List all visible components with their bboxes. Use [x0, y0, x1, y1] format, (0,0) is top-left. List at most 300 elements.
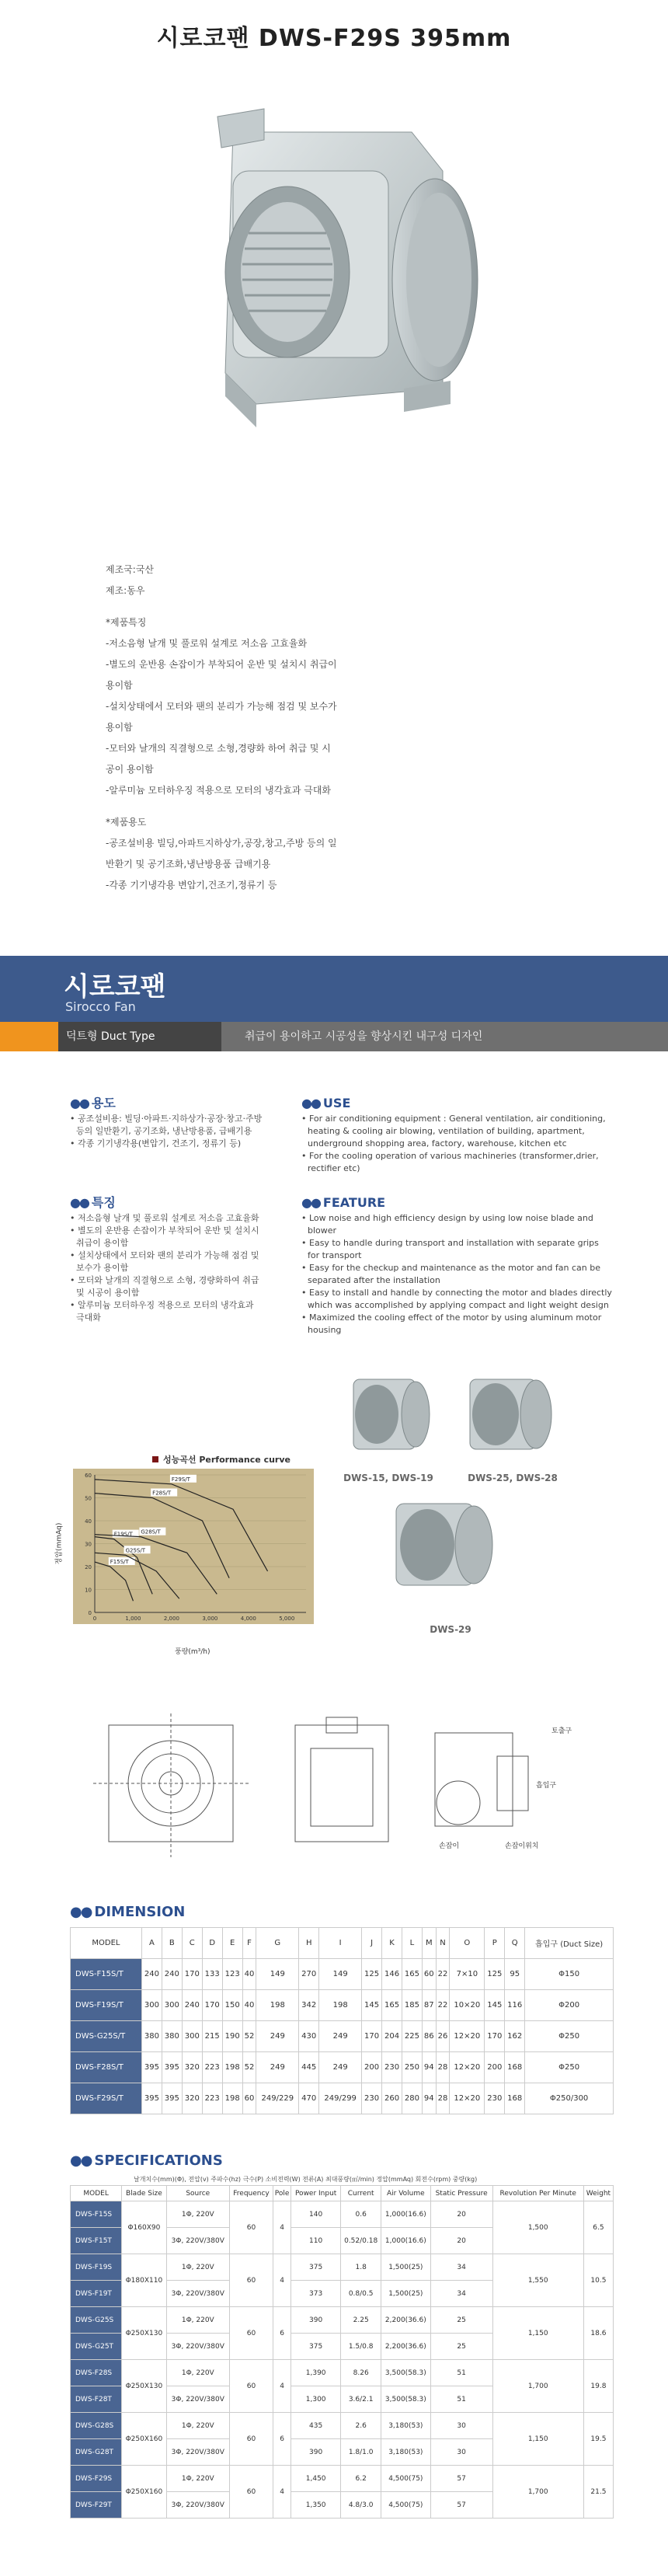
dim-cell: 22 — [436, 1959, 450, 1990]
dim-cell: 170 — [202, 1990, 222, 2021]
y-tick-label: 0 — [88, 1610, 92, 1616]
spec-model-cell: DWS-F19S — [71, 2254, 122, 2281]
dim-cell: 230 — [382, 2052, 402, 2083]
feature-en-heading: FEATURE — [322, 1195, 386, 1210]
banner-title-eng: Sirocco Fan — [65, 999, 136, 1014]
spec-source-cell: 3Φ, 220V/380V — [166, 2228, 230, 2254]
dim-cell: 249 — [319, 2021, 362, 2052]
dim-cell: 150 — [222, 1990, 242, 2021]
dim-cell: 320 — [182, 2083, 202, 2114]
spec-current-cell: 2.25 — [341, 2307, 381, 2334]
spec-air-cell: 2,200(36.6) — [381, 2334, 430, 2360]
spec-freq-cell: 60 — [230, 2201, 273, 2254]
spec-freq-cell: 60 — [230, 2254, 273, 2307]
spec-pole-cell: 4 — [273, 2254, 291, 2307]
dim-cell: 7×10 — [450, 1959, 485, 1990]
dim-col-header: Q — [505, 1928, 525, 1959]
spec-source-cell: 1Φ, 220V — [166, 2201, 230, 2228]
bullet-icon: ●● — [301, 1096, 320, 1110]
spec-air-cell: 4,500(75) — [381, 2492, 430, 2518]
dim-col-header: 흡입구 (Duct Size) — [525, 1928, 614, 1959]
dim-cell: 300 — [162, 1990, 182, 2021]
spec-freq-cell: 60 — [230, 2307, 273, 2360]
spec-current-cell: 1.8 — [341, 2254, 381, 2281]
dim-cell: 300 — [141, 1990, 162, 2021]
spec-air-cell: 3,180(53) — [381, 2439, 430, 2466]
bullet-icon: ●● — [70, 1904, 92, 1920]
maker-text: 제조:동우 — [106, 585, 145, 596]
spec-freq-cell: 60 — [230, 2360, 273, 2413]
fan-model-image — [342, 1368, 435, 1461]
series-line — [95, 1562, 133, 1601]
spec-static-cell: 25 — [430, 2307, 492, 2334]
spec-rpm-cell: 1,550 — [492, 2254, 583, 2307]
dim-cell: 445 — [299, 2052, 319, 2083]
spec-col-header: Source — [166, 2186, 230, 2201]
spec-static-cell: 25 — [430, 2334, 492, 2360]
dim-cell: 60 — [242, 2083, 256, 2114]
spec-pole-cell: 6 — [273, 2307, 291, 2360]
dim-cell: 28 — [436, 2083, 450, 2114]
spec-source-cell: 1Φ, 220V — [166, 2413, 230, 2439]
dim-cell: 162 — [505, 2021, 525, 2052]
spec-model-cell: DWS-G25S — [71, 2307, 122, 2334]
model-label: DWS-25, DWS-28 — [468, 1473, 558, 1483]
dim-cell: 380 — [162, 2021, 182, 2052]
spec-rpm-cell: 1,500 — [492, 2201, 583, 2254]
dim-col-header: F — [242, 1928, 256, 1959]
table-row — [71, 2254, 614, 2281]
dim-cell: 168 — [505, 2083, 525, 2114]
type-label: 덕트형 Duct Type — [58, 1022, 221, 1051]
dim-col-header: K — [382, 1928, 402, 1959]
spec-rpm-cell: 1,700 — [492, 2360, 583, 2413]
dim-cell: Φ200 — [525, 1990, 614, 2021]
series-label: F28S/T — [152, 1490, 172, 1497]
spec-static-cell: 20 — [430, 2201, 492, 2228]
dim-col-header: I — [319, 1928, 362, 1959]
dim-cell: Φ250 — [525, 2052, 614, 2083]
dim-cell: 52 — [242, 2052, 256, 2083]
spec-heading — [70, 2152, 223, 2169]
dim-cell: 87 — [422, 1990, 436, 2021]
dim-cell: 145 — [362, 1990, 382, 2021]
spec-blade-cell: Φ250X160 — [122, 2466, 166, 2518]
y-tick-label: 40 — [85, 1518, 92, 1525]
dim-cell: 125 — [485, 1959, 505, 1990]
spec-air-cell: 3,180(53) — [381, 2413, 430, 2439]
x-tick-label: 3,000 — [202, 1616, 218, 1622]
spec-current-cell: 4.8/3.0 — [341, 2492, 381, 2518]
dim-cell: 280 — [402, 2083, 422, 2114]
spec-air-cell: 3,500(58.3) — [381, 2360, 430, 2386]
series-label: F15S/T — [110, 1559, 129, 1565]
feature-kr-item: • 알루미늄 모터하우징 적용으로 모터의 냉각효과 극대화 — [70, 1299, 264, 1324]
spec-power-cell: 373 — [291, 2281, 341, 2307]
sirocco-fan-image — [0, 62, 668, 497]
dim-cell: 230 — [362, 2083, 382, 2114]
dim-cell: 133 — [202, 1959, 222, 1990]
dim-col-header: L — [402, 1928, 422, 1959]
series-label: G28S/T — [141, 1529, 161, 1535]
feature-line: -모터와 날개의 직결형으로 소형,경량화 하여 취급 및 시 — [106, 743, 331, 754]
use-en-heading: USE — [322, 1096, 351, 1110]
spec-table — [70, 2185, 614, 2518]
dim-cell: 260 — [382, 2083, 402, 2114]
feature-line: 공이 용이함 — [106, 764, 154, 775]
spec-weight-cell: 10.5 — [583, 2254, 613, 2307]
product-hero — [0, 62, 668, 559]
spec-air-cell: 1,500(25) — [381, 2254, 430, 2281]
dim-model-cell: DWS-F29S/T — [71, 2083, 142, 2114]
dim-col-header: H — [299, 1928, 319, 1959]
dim-cell: 170 — [362, 2021, 382, 2052]
dim-cell: 22 — [436, 1990, 450, 2021]
use-kr-heading: 용도 — [91, 1096, 116, 1110]
spec-static-cell: 20 — [430, 2228, 492, 2254]
spec-model-cell: DWS-G28T — [71, 2439, 122, 2466]
dim-cell: 52 — [242, 2021, 256, 2052]
x-tick-label: 4,000 — [240, 1616, 256, 1622]
spec-source-cell: 3Φ, 220V/380V — [166, 2281, 230, 2307]
spec-model-cell: DWS-F29S — [71, 2466, 122, 2492]
spec-col-header: Frequency — [230, 2186, 273, 2201]
dim-col-header: N — [436, 1928, 450, 1959]
spec-current-cell: 0.6 — [341, 2201, 381, 2228]
table-row — [71, 2307, 614, 2334]
spec-static-cell: 34 — [430, 2281, 492, 2307]
dim-cell: Φ250 — [525, 2021, 614, 2052]
dim-cell: 395 — [141, 2083, 162, 2114]
dim-col-header: P — [485, 1928, 505, 1959]
dim-cell: 395 — [162, 2052, 182, 2083]
drawing-label: 흡입구 — [536, 1782, 557, 1790]
dimension-heading-text: DIMENSION — [94, 1904, 186, 1920]
feature-line: 용이함 — [106, 722, 133, 733]
spec-freq-cell: 60 — [230, 2466, 273, 2518]
spec-weight-cell: 18.6 — [583, 2307, 613, 2360]
drawing-label: 토출구 — [551, 1727, 572, 1735]
spec-blade-cell: Φ160X90 — [122, 2201, 166, 2254]
feature-kr-item: • 별도의 운반용 손잡이가 부착되어 운반 및 설치시 취급이 용이함 — [70, 1225, 264, 1250]
dim-cell: 94 — [422, 2083, 436, 2114]
spec-current-cell: 2.6 — [341, 2413, 381, 2439]
spec-power-cell: 1,350 — [291, 2492, 341, 2518]
dim-cell: 149 — [256, 1959, 299, 1990]
bullet-icon: ●● — [70, 1096, 89, 1110]
spec-air-cell: 1,000(16.6) — [381, 2201, 430, 2228]
dim-cell: 170 — [485, 2021, 505, 2052]
series-label: F29S/T — [171, 1476, 190, 1483]
spec-col-header: Revolution Per Minute — [492, 2186, 583, 2201]
spec-weight-cell: 6.5 — [583, 2201, 613, 2254]
dim-cell: 200 — [485, 2052, 505, 2083]
dim-col-header: C — [182, 1928, 202, 1959]
feature-line: -별도의 운반용 손잡이가 부착되어 운반 및 설치시 취급이 — [106, 659, 337, 670]
dim-cell: 123 — [222, 1959, 242, 1990]
type-tagline: 취급이 용이하고 시공성을 향상시킨 내구성 디자인 — [221, 1022, 668, 1051]
feature-en-section — [301, 1197, 612, 1337]
feature-kr-item: • 저소음형 날개 및 풀로워 설계로 저소음 고효율화 — [70, 1212, 264, 1225]
spec-current-cell: 1.8/1.0 — [341, 2439, 381, 2466]
uses-heading: *제품용도 — [106, 817, 147, 828]
spec-power-cell: 390 — [291, 2439, 341, 2466]
spec-rpm-cell: 1,150 — [492, 2413, 583, 2466]
page-title: 시로코팬 DWS-F29S 395mm — [156, 25, 512, 52]
x-tick-label: 0 — [92, 1616, 97, 1622]
dim-model-cell: DWS-F28S/T — [71, 2052, 142, 2083]
spec-air-cell: 1,000(16.6) — [381, 2228, 430, 2254]
dim-col-header: D — [202, 1928, 222, 1959]
dim-col-header: J — [362, 1928, 382, 1959]
use-kr-item: • 각종 기기냉각용(변압기, 건조기, 정류기 등) — [70, 1138, 264, 1150]
spec-power-cell: 1,390 — [291, 2360, 341, 2386]
table-row — [71, 2083, 614, 2114]
dim-cell: 185 — [402, 1990, 422, 2021]
spec-static-cell: 51 — [430, 2360, 492, 2386]
spec-power-cell: 375 — [291, 2334, 341, 2360]
feature-kr-section — [70, 1197, 264, 1324]
table-row — [71, 1959, 614, 1990]
spec-pole-cell: 4 — [273, 2201, 291, 2254]
dim-cell: 223 — [202, 2052, 222, 2083]
accent-block — [0, 1022, 58, 1051]
spec-static-cell: 51 — [430, 2386, 492, 2413]
dim-cell: 395 — [162, 2083, 182, 2114]
dim-cell: 249 — [256, 2052, 299, 2083]
dim-col-header: M — [422, 1928, 436, 1959]
use-kr-item: • 공조설비용: 빌딩·아파트·지하상가·공장·창고·주방 등의 일반환기, 공기조화, 냉난방용품, 급배기용 — [70, 1113, 264, 1138]
dim-cell: 190 — [222, 2021, 242, 2052]
spec-model-cell: DWS-G25T — [71, 2334, 122, 2360]
spec-heading-text: SPECIFICATIONS — [94, 2152, 223, 2169]
spec-pole-cell: 4 — [273, 2466, 291, 2518]
spec-col-header: Current — [341, 2186, 381, 2201]
spec-weight-cell: 21.5 — [583, 2466, 613, 2518]
model-label: DWS-29 — [430, 1624, 471, 1635]
spec-static-cell: 57 — [430, 2466, 492, 2492]
dim-cell: 249 — [256, 2021, 299, 2052]
spec-model-cell: DWS-G28S — [71, 2413, 122, 2439]
feature-en-item: • Easy to install and handle by connecting the motor and blades directly which was accomplished by applying compact and light weight design — [301, 1287, 612, 1312]
spec-air-cell: 4,500(75) — [381, 2466, 430, 2492]
feature-en-item: • Maximized the cooling effect of the motor by using aluminum motor housing — [301, 1312, 612, 1337]
series-line — [95, 1537, 152, 1595]
dim-cell: 300 — [182, 2021, 202, 2052]
spec-source-cell: 3Φ, 220V/380V — [166, 2386, 230, 2413]
dim-cell: 60 — [422, 1959, 436, 1990]
product-notes — [0, 559, 668, 940]
spec-source-cell: 3Φ, 220V/380V — [166, 2492, 230, 2518]
dim-cell: 342 — [299, 1990, 319, 2021]
dimension-table — [70, 1927, 614, 2114]
use-line: -공조설비용 빌딩,아파트지하상가,공장,창고,주방 등의 일 — [106, 838, 337, 849]
dim-cell: 395 — [141, 2052, 162, 2083]
product-banner — [0, 956, 668, 1022]
dim-cell: 12×20 — [450, 2021, 485, 2052]
spec-pole-cell: 6 — [273, 2413, 291, 2466]
dim-cell: 250 — [402, 2052, 422, 2083]
dim-cell: 26 — [436, 2021, 450, 2052]
spec-pole-cell: 4 — [273, 2360, 291, 2413]
dim-cell: 145 — [485, 1990, 505, 2021]
dim-cell: 149 — [319, 1959, 362, 1990]
spec-caption: 날개치수(mm)(Φ), 전압(v) 주파수(hz) 극수(P) 소비전력(W) 전류(A) 최대풍량(㎥/min) 정압(mmAq) 회전수(rpm) 중량(kg) — [134, 2176, 478, 2183]
dim-cell: 165 — [382, 1990, 402, 2021]
bullet-icon: ●● — [70, 2152, 92, 2169]
performance-chart-svg — [73, 1469, 314, 1624]
dim-cell: 200 — [362, 2052, 382, 2083]
use-en-section — [301, 1097, 612, 1175]
spec-col-header: Pole — [273, 2186, 291, 2201]
dim-cell: 95 — [505, 1959, 525, 1990]
dim-cell: 240 — [141, 1959, 162, 1990]
dim-cell: 198 — [319, 1990, 362, 2021]
dim-cell: 168 — [505, 2052, 525, 2083]
features-heading: *제품특징 — [106, 617, 147, 628]
dim-cell: 170 — [182, 1959, 202, 1990]
spec-weight-cell: 19.5 — [583, 2413, 613, 2466]
dim-model-cell: DWS-F15S/T — [71, 1959, 142, 1990]
chart-title: 성능곡선 Performance curve — [152, 1453, 291, 1466]
feature-line: -저소음형 날개 및 풀로워 설계로 저소음 고효율화 — [106, 638, 308, 649]
spec-source-cell: 3Φ, 220V/380V — [166, 2439, 230, 2466]
spec-power-cell: 110 — [291, 2228, 341, 2254]
spec-source-cell: 1Φ, 220V — [166, 2466, 230, 2492]
spec-power-cell: 375 — [291, 2254, 341, 2281]
spec-current-cell: 8.26 — [341, 2360, 381, 2386]
feature-line: -설치상태에서 모터와 팬의 분리가 가능해 점검 및 보수가 — [106, 701, 337, 712]
dim-cell: 94 — [422, 2052, 436, 2083]
series-label: F19S/T — [113, 1531, 133, 1538]
y-tick-label: 20 — [85, 1564, 92, 1570]
origin-text: 제조국:국산 — [106, 564, 155, 575]
spec-model-cell: DWS-F19T — [71, 2281, 122, 2307]
spec-current-cell: 3.6/2.1 — [341, 2386, 381, 2413]
table-row — [71, 2052, 614, 2083]
use-en-item: • For the cooling operation of various machineries (transformer,drier, rectifier etc) — [301, 1150, 612, 1175]
spec-model-cell: DWS-F15S — [71, 2201, 122, 2228]
bullet-icon: ●● — [70, 1195, 89, 1210]
dim-col-header: O — [450, 1928, 485, 1959]
dim-cell: 225 — [402, 2021, 422, 2052]
fan-model-image — [384, 1492, 501, 1601]
series-line — [95, 1553, 179, 1598]
use-en-item: • For air conditioning equipment : General ventilation, air conditioning, heating & cooling air blowing, ventilation of building, apartment, underground shopping area, factory, warehouse, kitchen etc — [301, 1113, 612, 1150]
dim-col-header: MODEL — [71, 1928, 142, 1959]
table-row — [71, 2201, 614, 2228]
table-row — [71, 2021, 614, 2052]
dim-cell: 28 — [436, 2052, 450, 2083]
spec-power-cell: 435 — [291, 2413, 341, 2439]
dim-cell: 240 — [162, 1959, 182, 1990]
dim-col-header: G — [256, 1928, 299, 1959]
spec-air-cell: 1,500(25) — [381, 2281, 430, 2307]
spec-air-cell: 3,500(58.3) — [381, 2386, 430, 2413]
x-tick-label: 5,000 — [279, 1616, 295, 1622]
spec-weight-cell: 19.8 — [583, 2360, 613, 2413]
spec-blade-cell: Φ180X110 — [122, 2254, 166, 2307]
use-line: 반환기 및 공기조화,냉난방용품 급배기용 — [106, 859, 271, 870]
x-tick-label: 1,000 — [125, 1616, 141, 1622]
dim-cell: 380 — [141, 2021, 162, 2052]
dim-cell: 240 — [182, 1990, 202, 2021]
dim-cell: 470 — [299, 2083, 319, 2114]
spec-power-cell: 1,450 — [291, 2466, 341, 2492]
fan-model-image — [458, 1368, 559, 1461]
spec-rpm-cell: 1,700 — [492, 2466, 583, 2518]
table-row — [71, 2413, 614, 2439]
dim-cell: Φ250/300 — [525, 2083, 614, 2114]
spec-col-header: Power Input — [291, 2186, 341, 2201]
use-line: -각종 기기냉각용 변압기,건조기,정류기 등 — [106, 880, 277, 891]
spec-col-header: Static Pressure — [430, 2186, 492, 2201]
dim-cell: 10×20 — [450, 1990, 485, 2021]
spec-source-cell: 3Φ, 220V/380V — [166, 2334, 230, 2360]
spec-freq-cell: 60 — [230, 2413, 273, 2466]
y-tick-label: 10 — [85, 1587, 92, 1594]
spec-model-cell: DWS-F28S — [71, 2360, 122, 2386]
dim-cell: 40 — [242, 1959, 256, 1990]
feature-en-item: • Easy for the checkup and maintenance as the motor and fan can be separated after the installation — [301, 1262, 612, 1287]
chart-xlabel: 풍량(m³/h) — [175, 1648, 210, 1656]
dim-cell: 249/229 — [256, 2083, 299, 2114]
spec-col-header: Air Volume — [381, 2186, 430, 2201]
feature-kr-heading: 특징 — [91, 1195, 116, 1210]
performance-chart — [73, 1469, 314, 1624]
feature-en-item: • Low noise and high efficiency design by using low noise blade and blower — [301, 1212, 612, 1237]
spec-current-cell: 1.5/0.8 — [341, 2334, 381, 2360]
spec-air-cell: 2,200(36.6) — [381, 2307, 430, 2334]
dim-cell: 230 — [485, 2083, 505, 2114]
dim-cell: 249 — [319, 2052, 362, 2083]
feature-line: 용이함 — [106, 680, 133, 691]
dim-cell: 320 — [182, 2052, 202, 2083]
spec-power-cell: 390 — [291, 2307, 341, 2334]
dim-cell: 40 — [242, 1990, 256, 2021]
dim-cell: 430 — [299, 2021, 319, 2052]
dim-cell: 198 — [222, 2052, 242, 2083]
dim-cell: 270 — [299, 1959, 319, 1990]
spec-power-cell: 140 — [291, 2201, 341, 2228]
dim-model-cell: DWS-G25S/T — [71, 2021, 142, 2052]
dim-cell: 125 — [362, 1959, 382, 1990]
spec-blade-cell: Φ250X130 — [122, 2360, 166, 2413]
dim-cell: 116 — [505, 1990, 525, 2021]
spec-static-cell: 34 — [430, 2254, 492, 2281]
dim-col-header: B — [162, 1928, 182, 1959]
dim-cell: 223 — [202, 2083, 222, 2114]
spec-current-cell: 0.52/0.18 — [341, 2228, 381, 2254]
spec-model-cell: DWS-F28T — [71, 2386, 122, 2413]
type-bar — [0, 1022, 668, 1051]
table-row — [71, 2360, 614, 2386]
spec-power-cell: 1,300 — [291, 2386, 341, 2413]
dim-cell: Φ150 — [525, 1959, 614, 1990]
use-kr-section — [70, 1097, 264, 1150]
spec-static-cell: 30 — [430, 2439, 492, 2466]
dim-model-cell: DWS-F19S/T — [71, 1990, 142, 2021]
y-tick-label: 50 — [85, 1495, 92, 1502]
spec-blade-cell: Φ250X130 — [122, 2307, 166, 2360]
drawing-label: 손잡이위치 — [505, 1842, 539, 1850]
dim-cell: 146 — [382, 1959, 402, 1990]
x-tick-label: 2,000 — [163, 1616, 179, 1622]
dim-cell: 165 — [402, 1959, 422, 1990]
dim-col-header: A — [141, 1928, 162, 1959]
drawing-label: 손잡이 — [439, 1842, 460, 1850]
dimension-heading — [70, 1904, 185, 1920]
